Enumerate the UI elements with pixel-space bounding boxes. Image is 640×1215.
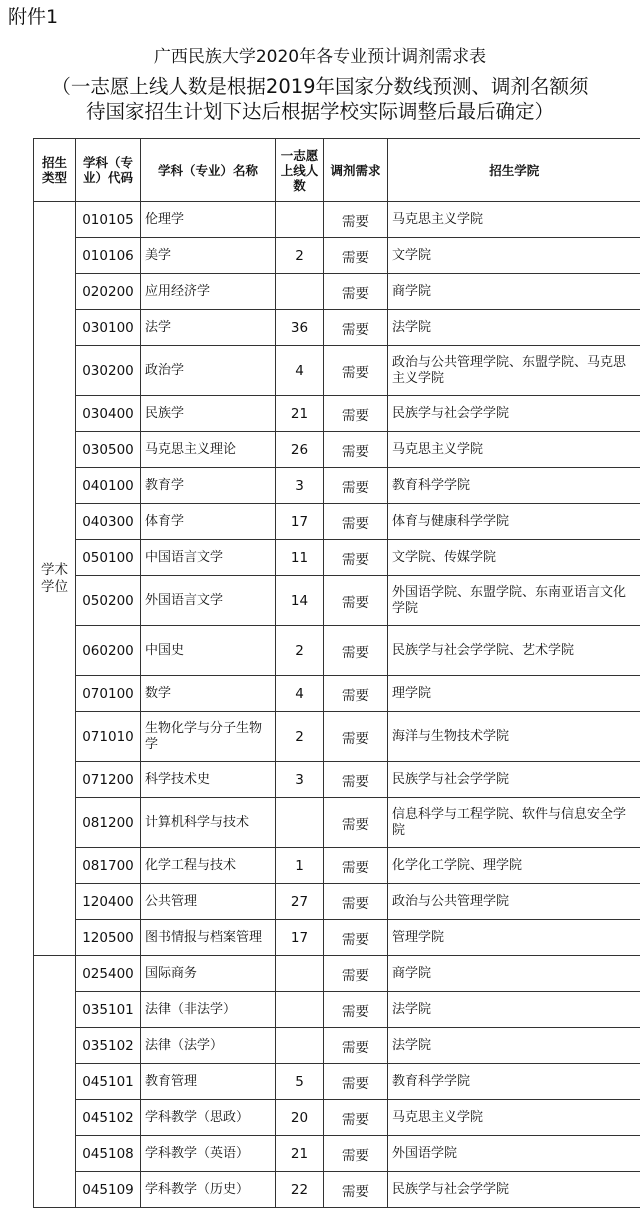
- cell-first-choice-count: 2: [276, 712, 324, 762]
- cell-major-name: 伦理学: [141, 202, 276, 238]
- table-row: [34, 1100, 640, 1136]
- table-row: [34, 346, 640, 396]
- table-row: [34, 1136, 640, 1172]
- cell-school: 外国语学院、东盟学院、东南亚语言文化学院: [388, 576, 640, 626]
- cell-first-choice-count: [276, 992, 324, 1028]
- table-row: [34, 1172, 640, 1208]
- cell-adjustment-need: 需要: [324, 576, 388, 626]
- cell-major-name: 数学: [141, 676, 276, 712]
- cell-first-choice-count: [276, 274, 324, 310]
- header-count: 一志愿上线人数: [276, 139, 324, 202]
- cell-code: 081200: [76, 798, 141, 848]
- cell-first-choice-count: 14: [276, 576, 324, 626]
- cell-first-choice-count: 4: [276, 346, 324, 396]
- cell-code: 120400: [76, 884, 141, 920]
- cell-adjustment-need: 需要: [324, 762, 388, 798]
- cell-code: 045101: [76, 1064, 141, 1100]
- cell-code: 071010: [76, 712, 141, 762]
- table-row: [34, 798, 640, 848]
- table-body: [34, 202, 640, 1208]
- cell-school: 马克思主义学院: [388, 202, 640, 238]
- cell-adjustment-need: 需要: [324, 956, 388, 992]
- adjustment-requirements-table: [33, 138, 640, 1208]
- cell-major-name: 学科教学（思政）: [141, 1100, 276, 1136]
- table-row: [34, 504, 640, 540]
- cell-first-choice-count: 27: [276, 884, 324, 920]
- cell-major-name: 图书情报与档案管理: [141, 920, 276, 956]
- table-row: [34, 1064, 640, 1100]
- cell-major-name: 法律（法学）: [141, 1028, 276, 1064]
- cell-major-name: 体育学: [141, 504, 276, 540]
- cell-adjustment-need: 需要: [324, 1028, 388, 1064]
- cell-major-name: 化学工程与技术: [141, 848, 276, 884]
- table-row: [34, 956, 640, 992]
- cell-school: 管理学院: [388, 920, 640, 956]
- table-row: [34, 396, 640, 432]
- table-row: [34, 626, 640, 676]
- table-row: [34, 992, 640, 1028]
- cell-first-choice-count: [276, 1028, 324, 1064]
- cell-code: 045109: [76, 1172, 141, 1208]
- cell-adjustment-need: 需要: [324, 920, 388, 956]
- cell-first-choice-count: 1: [276, 848, 324, 884]
- cell-first-choice-count: 17: [276, 504, 324, 540]
- cell-school: 法学院: [388, 310, 640, 346]
- table-row: [34, 848, 640, 884]
- cell-major-name: 国际商务: [141, 956, 276, 992]
- cell-school: 海洋与生物技术学院: [388, 712, 640, 762]
- cell-adjustment-need: 需要: [324, 468, 388, 504]
- cell-adjustment-need: 需要: [324, 540, 388, 576]
- cell-major-name: 学科教学（英语）: [141, 1136, 276, 1172]
- cell-adjustment-need: 需要: [324, 274, 388, 310]
- cell-code: 070100: [76, 676, 141, 712]
- cell-school: 教育科学学院: [388, 1064, 640, 1100]
- cell-code: 020200: [76, 274, 141, 310]
- cell-adjustment-need: 需要: [324, 1100, 388, 1136]
- cell-code: 045102: [76, 1100, 141, 1136]
- cell-code: 035101: [76, 992, 141, 1028]
- cell-code: 010105: [76, 202, 141, 238]
- cell-school: 文学院、传媒学院: [388, 540, 640, 576]
- cell-school: 体育与健康科学学院: [388, 504, 640, 540]
- cell-major-name: 中国史: [141, 626, 276, 676]
- cell-major-name: 学科教学（历史）: [141, 1172, 276, 1208]
- cell-major-name: 应用经济学: [141, 274, 276, 310]
- cell-adjustment-need: 需要: [324, 346, 388, 396]
- table-row: [34, 1028, 640, 1064]
- cell-code: 030400: [76, 396, 141, 432]
- document-title: 广西民族大学2020年各专业预计调剂需求表: [153, 47, 487, 67]
- cell-school: 信息科学与工程学院、软件与信息安全学院: [388, 798, 640, 848]
- cell-code: 050200: [76, 576, 141, 626]
- header-type: 招生类型: [34, 139, 76, 202]
- cell-adjustment-need: 需要: [324, 848, 388, 884]
- cell-code: 045108: [76, 1136, 141, 1172]
- cell-major-name: 计算机科学与技术: [141, 798, 276, 848]
- cell-code: 120500: [76, 920, 141, 956]
- cell-major-name: 中国语言文学: [141, 540, 276, 576]
- cell-major-name: 科学技术史: [141, 762, 276, 798]
- cell-code: 030500: [76, 432, 141, 468]
- cell-first-choice-count: 21: [276, 1136, 324, 1172]
- cell-school: 民族学与社会学学院、艺术学院: [388, 626, 640, 676]
- cell-first-choice-count: 21: [276, 396, 324, 432]
- cell-school: 民族学与社会学学院: [388, 762, 640, 798]
- table-row: [34, 238, 640, 274]
- cell-first-choice-count: 22: [276, 1172, 324, 1208]
- cell-adjustment-need: 需要: [324, 1064, 388, 1100]
- cell-school: 外国语学院: [388, 1136, 640, 1172]
- cell-code: 050100: [76, 540, 141, 576]
- cell-enrollment-type: 学术学位: [34, 202, 76, 956]
- cell-first-choice-count: 2: [276, 626, 324, 676]
- cell-first-choice-count: 20: [276, 1100, 324, 1136]
- cell-adjustment-need: 需要: [324, 310, 388, 346]
- cell-school: 民族学与社会学学院: [388, 396, 640, 432]
- cell-first-choice-count: [276, 202, 324, 238]
- cell-adjustment-need: 需要: [324, 884, 388, 920]
- cell-adjustment-need: 需要: [324, 626, 388, 676]
- cell-school: 理学院: [388, 676, 640, 712]
- cell-first-choice-count: 2: [276, 238, 324, 274]
- cell-code: 025400: [76, 956, 141, 992]
- cell-code: 035102: [76, 1028, 141, 1064]
- cell-school: 化学化工学院、理学院: [388, 848, 640, 884]
- cell-first-choice-count: 17: [276, 920, 324, 956]
- cell-school: 商学院: [388, 956, 640, 992]
- cell-major-name: 教育学: [141, 468, 276, 504]
- document-note: [10, 74, 630, 124]
- cell-adjustment-need: 需要: [324, 676, 388, 712]
- cell-school: 教育科学学院: [388, 468, 640, 504]
- cell-first-choice-count: 36: [276, 310, 324, 346]
- table-row: [34, 762, 640, 798]
- cell-adjustment-need: 需要: [324, 712, 388, 762]
- cell-code: 030200: [76, 346, 141, 396]
- cell-school: 马克思主义学院: [388, 1100, 640, 1136]
- cell-major-name: 生物化学与分子生物学: [141, 712, 276, 762]
- cell-first-choice-count: [276, 956, 324, 992]
- cell-major-name: 马克思主义理论: [141, 432, 276, 468]
- cell-first-choice-count: 3: [276, 468, 324, 504]
- cell-code: 040300: [76, 504, 141, 540]
- table-row: [34, 576, 640, 626]
- table-row: [34, 676, 640, 712]
- cell-adjustment-need: 需要: [324, 798, 388, 848]
- cell-adjustment-need: 需要: [324, 504, 388, 540]
- cell-major-name: 政治学: [141, 346, 276, 396]
- cell-adjustment-need: 需要: [324, 1172, 388, 1208]
- header-code: 学科（专业）代码: [76, 139, 141, 202]
- cell-major-name: 法学: [141, 310, 276, 346]
- cell-code: 081700: [76, 848, 141, 884]
- cell-adjustment-need: 需要: [324, 432, 388, 468]
- cell-first-choice-count: 11: [276, 540, 324, 576]
- cell-school: 政治与公共管理学院、东盟学院、马克思主义学院: [388, 346, 640, 396]
- cell-major-name: 法律（非法学）: [141, 992, 276, 1028]
- cell-enrollment-type: [34, 956, 76, 1208]
- note-line-2: 待国家招生计划下达后根据学校实际调整后最后确定）: [85, 100, 554, 123]
- cell-code: 010106: [76, 238, 141, 274]
- cell-first-choice-count: 5: [276, 1064, 324, 1100]
- cell-adjustment-need: 需要: [324, 1136, 388, 1172]
- cell-first-choice-count: [276, 798, 324, 848]
- cell-major-name: 外国语言文学: [141, 576, 276, 626]
- cell-school: 民族学与社会学学院: [388, 1172, 640, 1208]
- table-row: [34, 920, 640, 956]
- cell-adjustment-need: 需要: [324, 238, 388, 274]
- cell-major-name: 公共管理: [141, 884, 276, 920]
- table-header: [34, 139, 640, 202]
- cell-code: 040100: [76, 468, 141, 504]
- header-name: 学科（专业）名称: [141, 139, 276, 202]
- cell-school: 商学院: [388, 274, 640, 310]
- table-row: [34, 432, 640, 468]
- header-school: 招生学院: [388, 139, 640, 202]
- note-line-1: （一志愿上线人数是根据2019年国家分数线预测、调剂名额须: [51, 75, 589, 98]
- table-row: [34, 468, 640, 504]
- cell-school: 马克思主义学院: [388, 432, 640, 468]
- cell-adjustment-need: 需要: [324, 396, 388, 432]
- table-row: [34, 712, 640, 762]
- table-row: [34, 540, 640, 576]
- cell-school: 法学院: [388, 1028, 640, 1064]
- cell-school: 法学院: [388, 992, 640, 1028]
- table-row: [34, 274, 640, 310]
- cell-code: 030100: [76, 310, 141, 346]
- cell-first-choice-count: 4: [276, 676, 324, 712]
- cell-major-name: 教育管理: [141, 1064, 276, 1100]
- cell-first-choice-count: 26: [276, 432, 324, 468]
- cell-school: 政治与公共管理学院: [388, 884, 640, 920]
- cell-adjustment-need: 需要: [324, 202, 388, 238]
- cell-code: 060200: [76, 626, 141, 676]
- attachment-label: 附件1: [8, 6, 59, 28]
- cell-code: 071200: [76, 762, 141, 798]
- table-row: [34, 884, 640, 920]
- cell-major-name: 美学: [141, 238, 276, 274]
- table-row: [34, 310, 640, 346]
- header-need: 调剂需求: [324, 139, 388, 202]
- cell-major-name: 民族学: [141, 396, 276, 432]
- table-row: [34, 202, 640, 238]
- cell-first-choice-count: 3: [276, 762, 324, 798]
- cell-adjustment-need: 需要: [324, 992, 388, 1028]
- cell-school: 文学院: [388, 238, 640, 274]
